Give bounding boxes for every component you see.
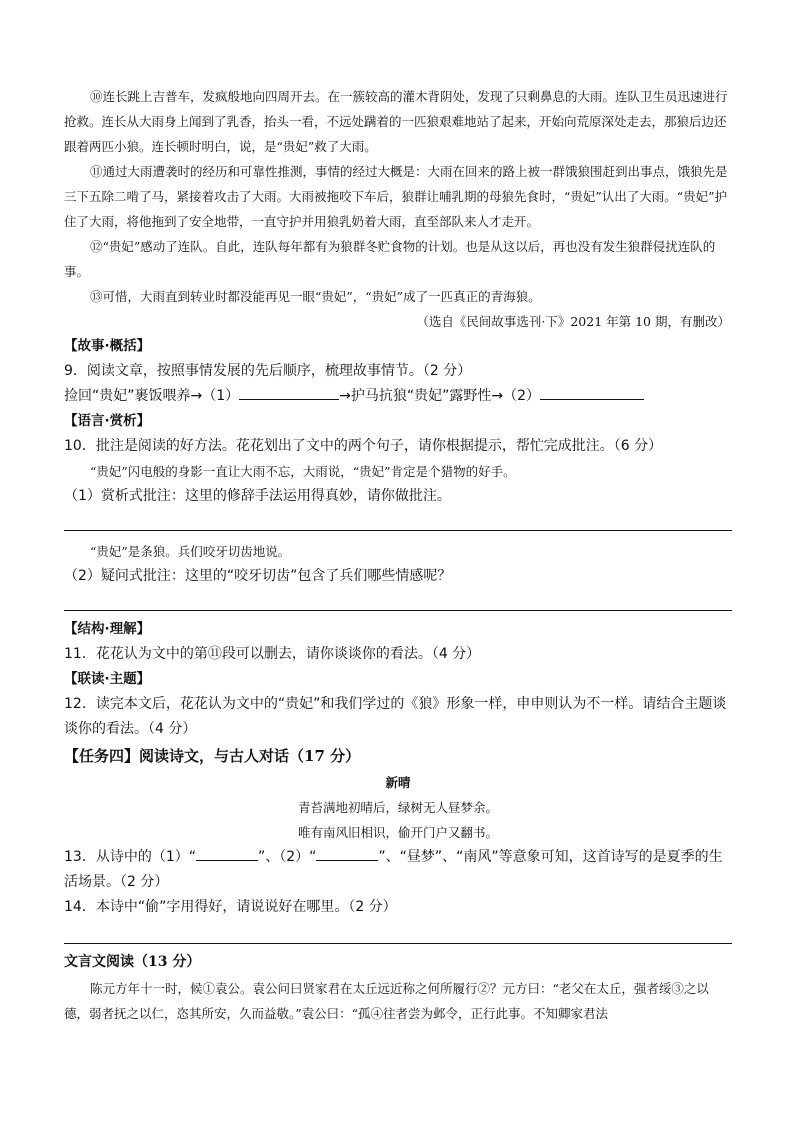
sub-question-2: （2）疑问式批注：这里的“咬牙切齿”包含了兵们哪些情感呢？ [64, 568, 452, 584]
poem-title: 新晴 [385, 775, 411, 790]
question-12-prompt: 12．读完本文后，花花认为文中的“贵妃”和我们学过的《狼》形象一样，申申则认为不一样。请结合主题谈谈你的看法。（4 分） [64, 696, 727, 737]
task-4-title: 【任务四】阅读诗文，与古人对话（17 分） [64, 747, 361, 765]
question-12 [64, 667, 732, 742]
section-header-structure: 【结构·理解】 [64, 621, 151, 637]
question-11 [64, 617, 732, 667]
section-header-language: 【语言·赏析】 [64, 413, 151, 429]
sub-question-1: （1）赏析式批注：这里的修辞手法运用得真妙，请你做批注。 [64, 488, 451, 504]
answer-blank-1[interactable] [239, 385, 339, 400]
paragraph-13: ⑬可惜，大雨直到转业时都没能再见一眼“贵妃”，“贵妃”成了一匹真正的青海狼。 [90, 289, 541, 304]
question-10-prompt: 10．批注是阅读的好方法。花花划出了文中的两个句子，请你根据提示，帮忙完成批注。（6 分） [64, 438, 663, 454]
paragraph-12: ⑫“贵妃”感动了连队。自此，连队每年都有为狼群冬贮食物的计划。也是从这以后，再也没有发生狼群侵扰连队的事。 [64, 239, 716, 279]
question-13-prompt [64, 845, 732, 895]
classical-reading [64, 948, 732, 1026]
answer-blank-2[interactable] [540, 385, 644, 400]
answer-blank-4[interactable] [316, 846, 378, 861]
task-4 [64, 742, 732, 845]
question-9-flow [64, 384, 732, 409]
question-9-prompt: 9．阅读文章，按照事情发展的先后顺序，梳理故事情节。（2 分） [64, 363, 472, 379]
paragraph-10: ⑩连长跳上吉普车，发疯般地向四周开去。在一簇较高的灌木背阴处，发现了只剩鼻息的大雨。连队卫生员迅速进行抢救。连长从大雨身上闻到了乳香，抬头一看，不远处蹒着的一匹狼艰难地站了起来，开始向荒原深处走去，那狼后边还跟着两匹小狼。连长顿时明白，说，是“贵妃”救了大雨。 [64, 89, 728, 154]
paragraph-11: ⑪通过大雨遭袭时的经历和可靠性推测，事情的经过大概是：大雨在回来的路上被一群饿狼围赶到出事点，饿狼先是三下五除二啃了马，紧接着攻击了大雨。大雨被拖咬下车后，狼群让哺乳期的母狼先食时，“贵妃”认出了大雨。“贵妃”护住了大雨，将他拖到了安全地带，一直守护并用狼乳奶着大雨，直至部队来人才走开。 [64, 164, 728, 229]
quote-1: “贵妃”闪电般的身影一直让大雨不忘，大雨说，“贵妃”肯定是个猎物的好手。 [90, 464, 516, 479]
story-source: （选自《民间故事选刊·下》2021 年第 10 期，有删改） [416, 314, 730, 329]
question-9 [64, 334, 732, 409]
question-13 [64, 845, 732, 895]
story-section [64, 84, 732, 334]
poem-line-2: 唯有南风旧相识，偷开门户又翻书。 [297, 825, 498, 840]
flow-part-2: →护马抗狼“贵妃”露野性→（2） [339, 388, 541, 404]
question-13-text-a: 13．从诗中的（1）“ [64, 849, 196, 865]
answer-blank-3[interactable] [196, 846, 258, 861]
question-14 [64, 895, 732, 948]
question-10 [64, 409, 732, 617]
section-header-theme: 【联读·主题】 [64, 671, 151, 687]
question-13-text-c: ”、“昼梦”、“南风”等意象可知，这首诗写的是夏季的生活场景。（2 分） [64, 849, 723, 890]
question-11-prompt: 11．花花认为文中的第⑪段可以删去，请你谈谈你的看法。（4 分） [64, 646, 481, 662]
flow-part-1: 捡回“贵妃”裹饭喂养→（1） [64, 388, 240, 404]
exam-page [64, 84, 732, 1026]
poem-line-1: 青苔满地初晴后，绿树无人昼梦余。 [297, 800, 498, 815]
classical-text: 陈元方年十一时，候①袁公。袁公问曰贤家君在太丘远近称之何所履行②？元方曰：“老父在太丘，强者绥③之以德，弱者抚之以仁，恣其所安，久而益敬。”袁公曰：“孤④往者尝为邺令，正行此事。不知卿家君法 [64, 981, 709, 1021]
question-14-prompt: 14．本诗中“偷”字用得好，请说说好在哪里。（2 分） [64, 899, 397, 915]
section-header-summary: 【故事·概括】 [64, 338, 151, 354]
quote-2: “贵妃”是条狼。兵们咬牙切齿地说。 [90, 544, 291, 559]
classical-header: 文言文阅读（13 分） [64, 954, 201, 970]
question-13-text-b: ”、（2）“ [257, 849, 317, 865]
